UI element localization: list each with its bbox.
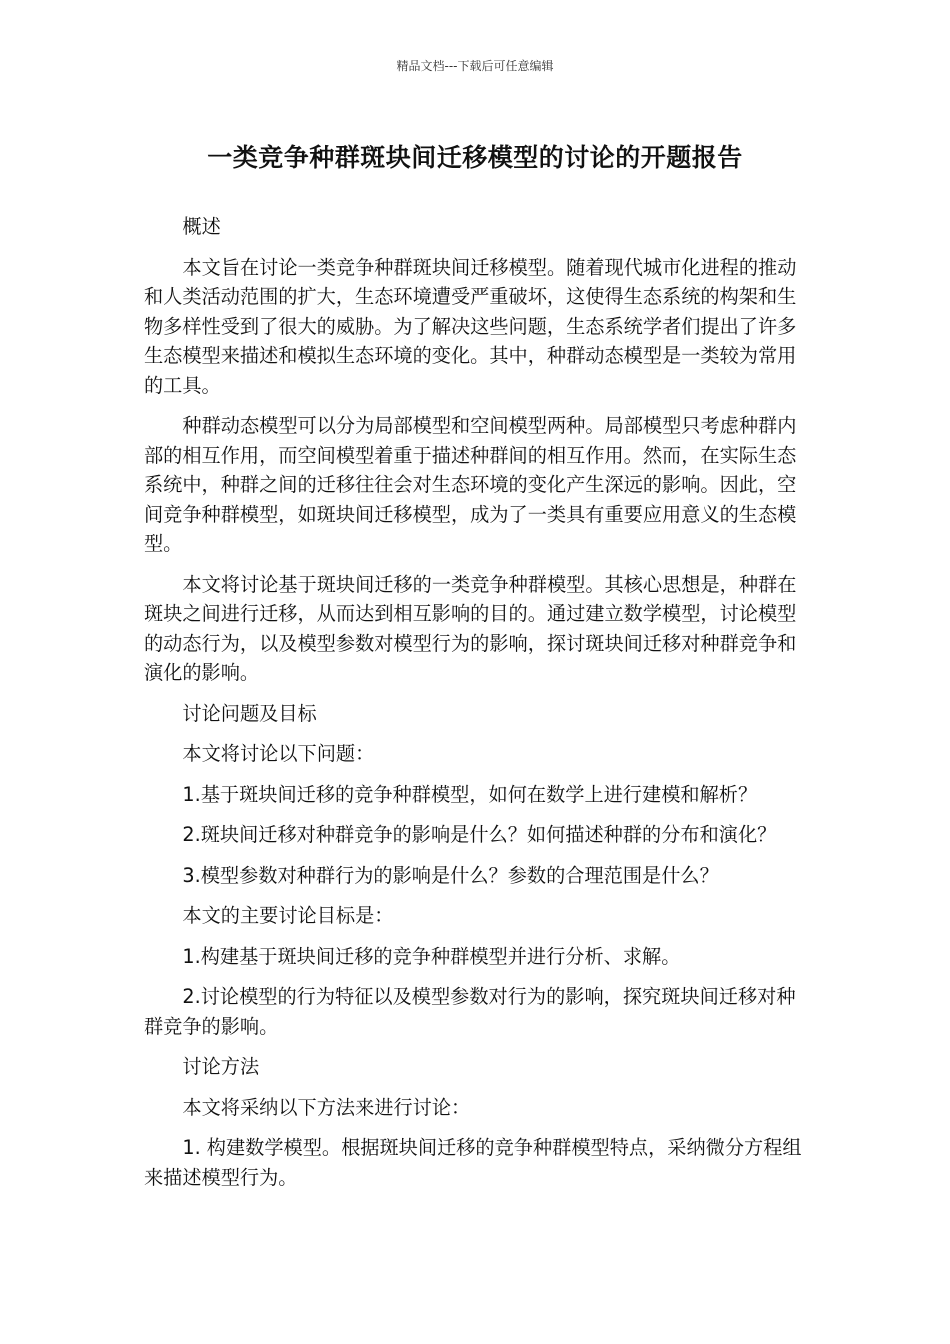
paragraph: 本文将采纳以下方法来进行讨论： <box>182 1095 471 1119</box>
section-heading-questions: 讨论问题及目标 <box>182 701 317 725</box>
list-item: 1.构建基于斑块间迁移的竞争种群模型并进行分析、求解。 <box>182 944 681 968</box>
paragraph: 本文的主要讨论目标是： <box>182 904 394 927</box>
list-item: 1. 构建数学模型。根据斑块间迁移的竞争种群模型特点，采纳微分方程组来描述模型行为。 <box>144 1136 802 1189</box>
page-header: 精品文档---下载后可任意编辑 <box>396 59 554 73</box>
list-item: 2.讨论模型的行为特征以及模型参数对行为的影响，探究斑块间迁移对种群竞争的影响。 <box>144 985 796 1038</box>
list-item: 2.斑块间迁移对种群竞争的影响是什么？如何描述种群的分布和演化？ <box>182 823 777 846</box>
section-heading-overview: 概述 <box>182 215 221 238</box>
list-item: 1.基于斑块间迁移的竞争种群模型，如何在数学上进行建模和解析？ <box>182 782 758 806</box>
paragraph: 本文旨在讨论一类竞争种群斑块间迁移模型。随着现代城市化进程的推动和人类活动范围的扩大，生态环境遭受严重破坏，这使得生态系统的构架和生物多样性受到了很大的威胁。为了解决这些问题，生态系统学者们提出了许多生态模型来描述和模拟生态环境的变化。其中，种群动态模型是一类较为常用的工具。 <box>144 255 797 397</box>
document-title: 一类竞争种群斑块间迁移模型的讨论的开题报告 <box>207 143 743 172</box>
paragraph: 本文将讨论以下问题： <box>182 742 375 765</box>
section-heading-methods: 讨论方法 <box>182 1055 260 1078</box>
paragraph: 本文将讨论基于斑块间迁移的一类竞争种群模型。其核心思想是，种群在斑块之间进行迁移，从而达到相互影响的目的。通过建立数学模型，讨论模型的动态行为，以及模型参数对模型行为的影响，探讨斑块间迁移对种群竞争和演化的影响。 <box>144 572 797 684</box>
document-body <box>144 212 808 1203</box>
paragraph: 种群动态模型可以分为局部模型和空间模型两种。局部模型只考虑种群内部的相互作用，而空间模型着重于描述种群间的相互作用。然而，在实际生态系统中，种群之间的迁移往往会对生态环境的变化产生深远的影响。因此，空间竞争种群模型，如斑块间迁移模型，成为了一类具有重要应用意义的生态模型。 <box>144 414 797 555</box>
list-item: 3.模型参数对种群行为的影响是什么？参数的合理范围是什么？ <box>182 863 719 887</box>
